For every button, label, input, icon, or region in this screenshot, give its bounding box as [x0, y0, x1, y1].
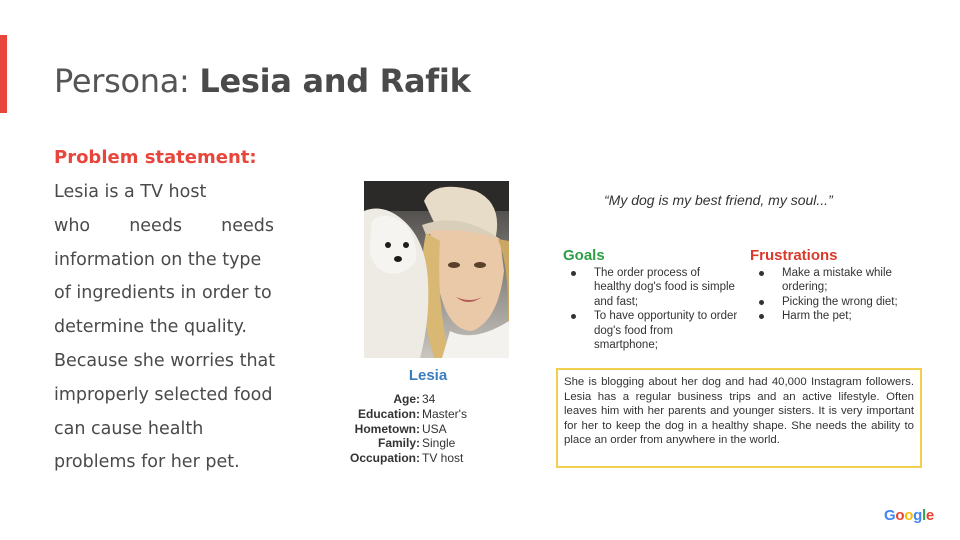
problem-line: improperly selected food — [54, 384, 273, 405]
title-prefix: Persona: — [54, 62, 200, 100]
fact-label: Education: — [358, 406, 420, 421]
logo-letter: l — [922, 507, 926, 524]
problem-line: problems for her pet. — [54, 452, 240, 473]
frustration-item: Make a mistake while ordering; — [756, 266, 926, 295]
title-names: Lesia and Rafik — [199, 62, 471, 100]
problem-statement — [54, 176, 274, 480]
problem-line: information on the type — [54, 249, 262, 270]
problem-word: who — [54, 215, 91, 236]
fact-label: Age: — [393, 392, 420, 406]
frustrations-list — [756, 266, 926, 324]
logo-letter: o — [904, 507, 914, 524]
fact-value: USA — [422, 421, 447, 436]
fact-label: Hometown: — [354, 421, 420, 436]
slide-title — [54, 62, 471, 100]
problem-word: needs — [221, 215, 274, 236]
fact-value: 34 — [422, 392, 436, 406]
goal-item: The order process of healthy dog's food is simple and fast; — [568, 266, 738, 309]
fact-label: Family: — [377, 436, 420, 451]
goals-list — [568, 266, 738, 352]
persona-name: Lesia — [408, 367, 448, 384]
fact-label: Occupation: — [349, 451, 420, 466]
frustration-item: Harm the pet; — [756, 309, 926, 323]
goal-item: To have opportunity to order dog's food from smartphone; — [568, 309, 738, 352]
problem-line: Lesia is a TV host — [54, 182, 207, 202]
persona-bio: She is blogging about her dog and had 40,000 Instagram followers. Lesia has a regular business trips and an active lifestyle. Often leaves him with her parents and younger sisters. It is very important for her to keep the dog in a healthy shape. She needs the ability to place an order from anywhere in the world. — [556, 368, 922, 468]
frustrations-heading: Frustrations — [750, 247, 838, 264]
persona-quote: “My dog is my best friend, my soul...” — [604, 192, 833, 208]
fact-row — [340, 436, 467, 451]
fact-row — [340, 451, 467, 466]
fact-value: Master's — [422, 406, 467, 421]
problem-line: of ingredients in order to — [54, 283, 272, 304]
google-logo — [884, 507, 934, 524]
problem-heading: Problem statement: — [54, 147, 257, 168]
fact-row — [340, 422, 467, 437]
logo-letter: g — [913, 507, 922, 524]
logo-letter: G — [884, 507, 896, 524]
fact-value: TV host — [422, 451, 464, 466]
persona-photo — [364, 181, 509, 358]
problem-line-justified — [54, 210, 274, 244]
fact-row — [340, 392, 467, 407]
problem-line: can cause health — [54, 418, 204, 439]
problem-line: Because she worries that — [54, 350, 276, 371]
frustration-item: Picking the wrong diet; — [756, 295, 926, 309]
logo-letter: e — [925, 507, 934, 524]
persona-facts — [340, 392, 467, 466]
fact-row — [340, 407, 467, 422]
problem-word: needs — [129, 215, 183, 236]
accent-bar — [0, 35, 7, 113]
fact-value: Single — [422, 436, 456, 451]
problem-line: determine the quality. — [54, 317, 247, 338]
goals-heading: Goals — [563, 247, 605, 264]
logo-letter: o — [895, 507, 905, 524]
